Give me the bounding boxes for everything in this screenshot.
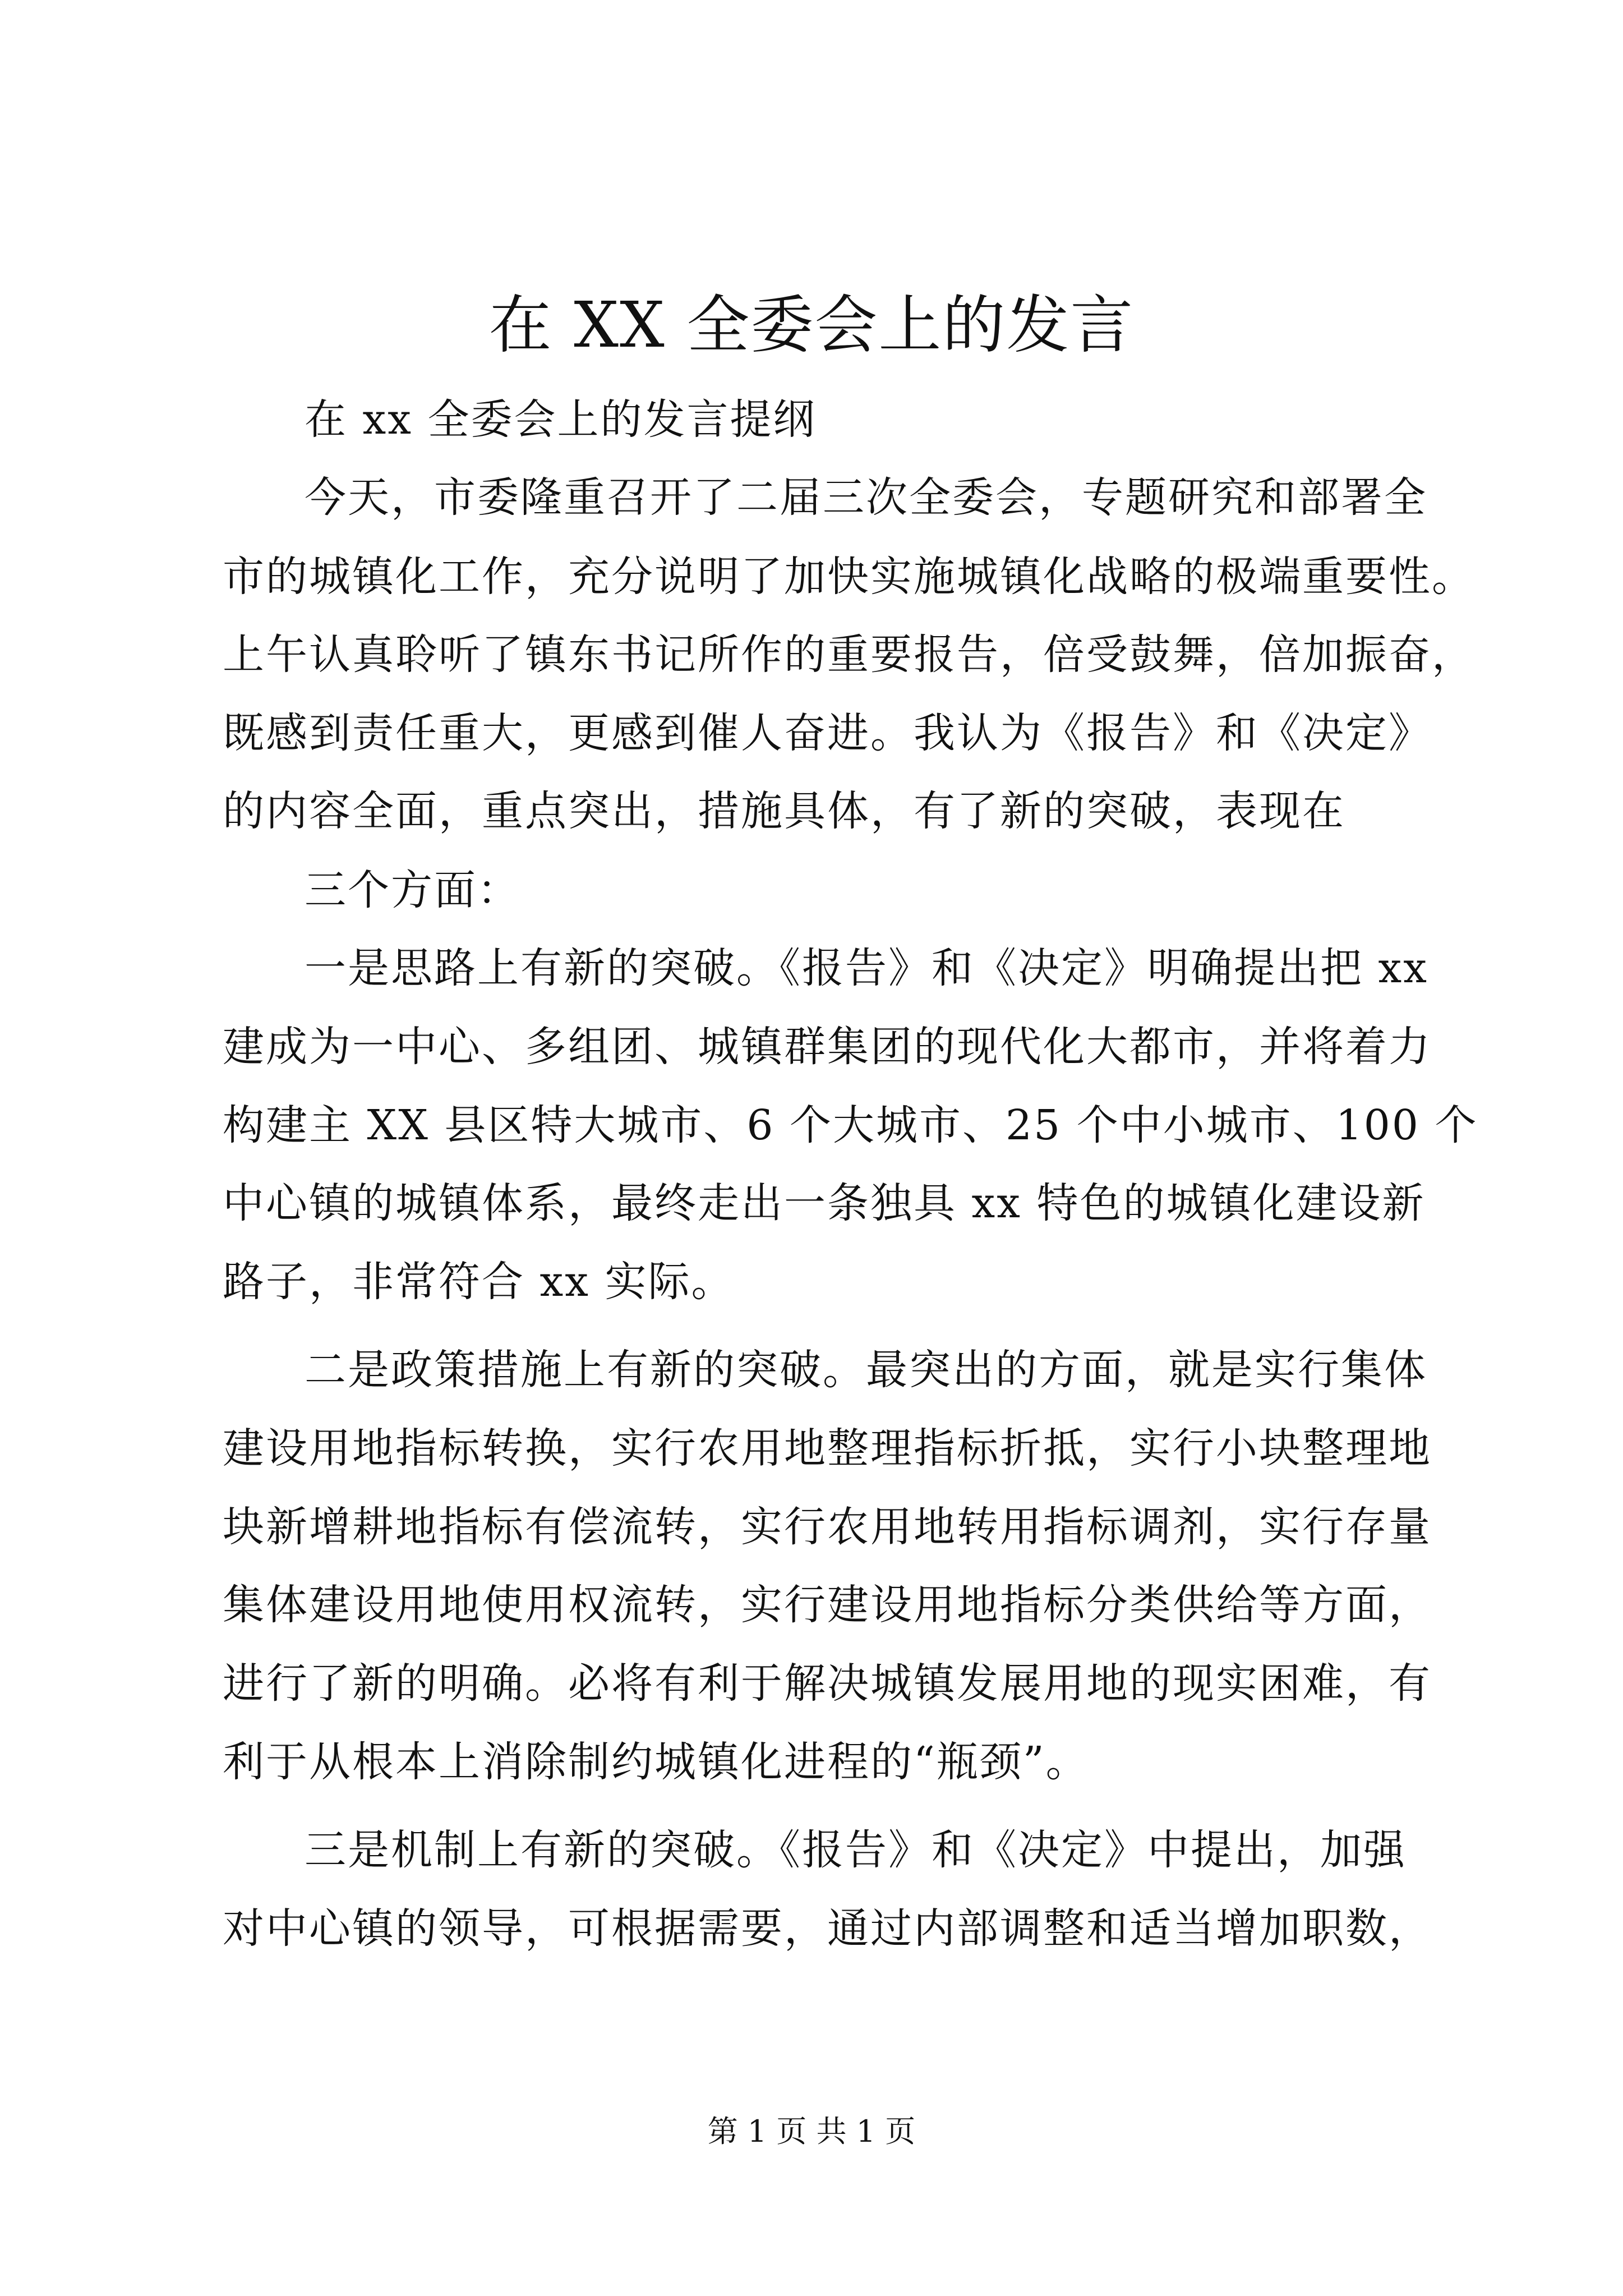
- body-line: 建成为一中心、多组团、城镇群集团的现代化大都市，并将着力: [223, 1023, 1432, 1071]
- body-line: 市的城镇化工作，充分说明了加快实施城镇化战略的极端重要性。: [223, 553, 1475, 601]
- body-line: 进行了新的明确。必将有利于解决城镇发展用地的现实困难，有: [223, 1659, 1432, 1708]
- body-line: 中心镇的城镇体系，最终走出一条独具 xx 特色的城镇化建设新: [223, 1179, 1426, 1227]
- body-line: 的内容全面，重点突出，措施具体，有了新的突破，表现在: [223, 787, 1345, 835]
- body-line: 既感到责任重大，更感到催人奋进。我认为《报告》和《决定》: [223, 709, 1432, 757]
- page-footer: 第 1 页 共 1 页: [707, 2114, 916, 2149]
- body-line: 构建主 XX 县区特大城市、6 个大城市、25 个中小城市、100 个: [223, 1101, 1478, 1149]
- body-line: 建设用地指标转换，实行农用地整理指标折抵，实行小块整理地: [223, 1424, 1432, 1473]
- body-line: 上午认真聆听了镇东书记所作的重要报告，倍受鼓舞，倍加振奋，: [223, 631, 1475, 679]
- subtitle-line: 在 xx 全委会上的发言提纲: [305, 395, 817, 444]
- document-title: 在 XX 全委会上的发言: [488, 289, 1135, 362]
- body-line: 块新增耕地指标有偿流转，实行农用地转用指标调剂，实行存量: [223, 1503, 1432, 1551]
- body-line: 一是思路上有新的突破。《报告》和《决定》明确提出把 xx: [305, 944, 1428, 992]
- body-line: 三是机制上有新的突破。《报告》和《决定》中提出，加强: [305, 1826, 1407, 1874]
- body-line: 三个方面：: [305, 866, 520, 914]
- body-line: 利于从根本上消除制约城镇化进程的“瓶颈”。: [223, 1738, 1089, 1786]
- body-line: 路子，非常符合 xx 实际。: [223, 1258, 735, 1306]
- body-line: 集体建设用地使用权流转，实行建设用地指标分类供给等方面，: [223, 1581, 1432, 1629]
- body-line: 对中心镇的领导，可根据需要，通过内部调整和适当增加职数，: [223, 1904, 1432, 1953]
- body-line: 今天，市委隆重召开了二届三次全委会，专题研究和部署全: [305, 473, 1427, 522]
- body-line: 二是政策措施上有新的突破。最突出的方面，就是实行集体: [305, 1346, 1427, 1394]
